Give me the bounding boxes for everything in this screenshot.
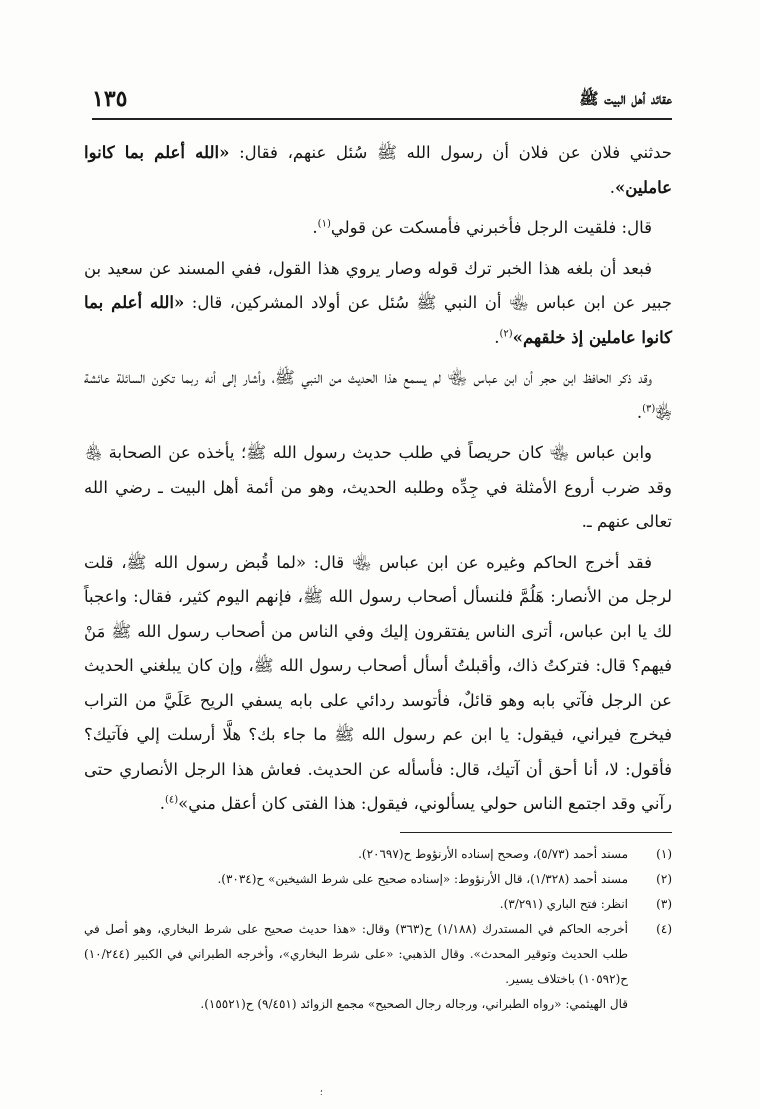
p6-text: فقد أخرج الحاكم وغيره عن ابن عباس ﵄ قال: «لما قُبض رسول الله ﷺ، قلت لرجل من الأنصار: هَلُمَّ فلنسأل أصحاب رسول الله ﷺ، فإنهم اليوم كثير، فقال: واعجباً لك يا ابن عباس، أترى الناس يفتقرون إليك وفي الناس من أصحاب رسول الله ﷺ مَنْ فيهم؟ قال: فتركتُ ذاك، وأقبلتُ أسأل أصحاب رسول الله ﷺ، وإن كان يبلغني الحديث عن الرجل فآتي بابه وهو قائلٌ، فأتوسد ردائي على بابه يسفي الريح عَلَيَّ من التراب فيخرج فيراني، فيقول: يا ابن عم رسول الله ﷺ ما جاء بك؟ هلَّا أرسلت إلي فآتيك؟ فأقول: لا، أنا أحق أن آتيك، قال: فأسأله عن الحديث. فعاش هذا الرجل الأنصاري حتى رآني وقد اجتمع الناس حولي يسألوني، فيقول: هذا الفتى كان أعقل مني»: [84, 552, 672, 813]
footnote-item: [84, 867, 672, 892]
footnote-ref-4[interactable]: (٤): [164, 794, 179, 806]
running-title: عقائد أهل البيت ﷺ: [579, 89, 672, 108]
paragraph-2: [84, 211, 672, 246]
p6-end: .: [159, 794, 165, 813]
footnote-number: (٢): [656, 872, 672, 886]
footnote-item: [84, 917, 672, 992]
footnote-rule: [400, 832, 672, 833]
footnote-ref-2[interactable]: (٢): [499, 328, 513, 339]
p4-text: وقد ذكر الحافظ ابن حجر أن ابن عباس ﵄ لم يسمع هذا الحديث من النبي ﷺ، وأشار إلى أنه ربما تكون السائلة عائشة ﵂: [84, 368, 672, 422]
bottom-mark: ؛: [320, 1088, 323, 1097]
main-text: [84, 136, 672, 822]
footnote-item: [84, 892, 672, 917]
paragraph-6: [84, 546, 672, 822]
footnote-item: [84, 992, 672, 1017]
p3-text: فبعد أن بلغه هذا الخبر ترك قوله وصار يروي هذا القول، ففي المسند عن سعيد بن جبير عن ابن عباس ﵄ أن النبي ﷺ سُئل عن أولاد المشركين، قال:: [84, 258, 672, 312]
p3-quote: «الله أعلم بما كانوا عاملين إذ خلقهم»: [84, 293, 672, 347]
p1-text: حدثني فلان عن فلان أن رسول الله ﷺ سُئل عنهم، فقال:: [229, 143, 672, 162]
p3-end: .: [494, 327, 500, 347]
footnote-number: [628, 992, 672, 1017]
footnote-text: مسند أحمد (١/٣٢٨)، قال الأرنؤوط: «إسناده صحيح على شرط الشيخين» ح(٣٠٣٤).: [217, 872, 628, 886]
running-header: [92, 86, 672, 112]
p1-end: .: [609, 177, 615, 197]
footnotes: [84, 842, 672, 1017]
footnote-ref-1[interactable]: (١): [317, 218, 331, 230]
paragraph-5: وابن عباس ﵄ كان حريصاً في طلب حديث رسول الله ﷺ؛ يأخذه عن الصحابة ﵃ وقد ضرب أروع الأمثلة في جِدِّه وطلبه الحديث، وهو من أئمة أهل البيت ـ رضي الله تعالى عنهم ـ.: [84, 443, 672, 531]
footnote-text: انظر: فتح الباري (٣/٢٩١).: [499, 897, 628, 911]
p1-quote: «الله أعلم بما كانوا عاملين»: [84, 143, 672, 197]
paragraph-3: [84, 252, 672, 356]
p2-text: قال: فلقيت الرجل فأخبرني فأمسكت عن قولي: [330, 218, 652, 237]
footnote-text: مسند أحمد (٥/٧٣)، وصحح إسناده الأرنؤوط ح(٢٠٦٩٧).: [358, 847, 628, 861]
footnote-number: (٤): [656, 922, 672, 936]
footnote-text: أخرجه الحاكم في المستدرك (١/١٨٨) ح(٣٦٣) وقال: «هذا حديث صحيح على شرط البخاري، وهو أصل في طلب الحديث وتوقير المحدث». وقال الذهبي: «على شرط البخاري»، وأخرجه الطبراني في الكبير (١٠/٢٤٤) ح(١٠٥٩٢) باختلاف يسير.: [84, 922, 628, 986]
paragraph-1: [84, 136, 672, 205]
footnote-ref-3[interactable]: (٣): [642, 403, 656, 414]
footnote-number: (٣): [656, 897, 672, 911]
footnote-number: (١): [656, 847, 672, 861]
page-number: ١٣٥: [92, 86, 128, 112]
p2-end: .: [312, 218, 318, 237]
p4-end: .: [636, 402, 643, 422]
header-rule: [92, 118, 672, 120]
footnote-item: [84, 842, 672, 867]
footnote-text: قال الهيثمي: «رواه الطبراني، ورجاله رجال الصحيح» مجمع الزوائد (٩/٤٥١) ح(١٥٥٢١).: [200, 997, 628, 1011]
paragraph-4: [84, 361, 672, 430]
